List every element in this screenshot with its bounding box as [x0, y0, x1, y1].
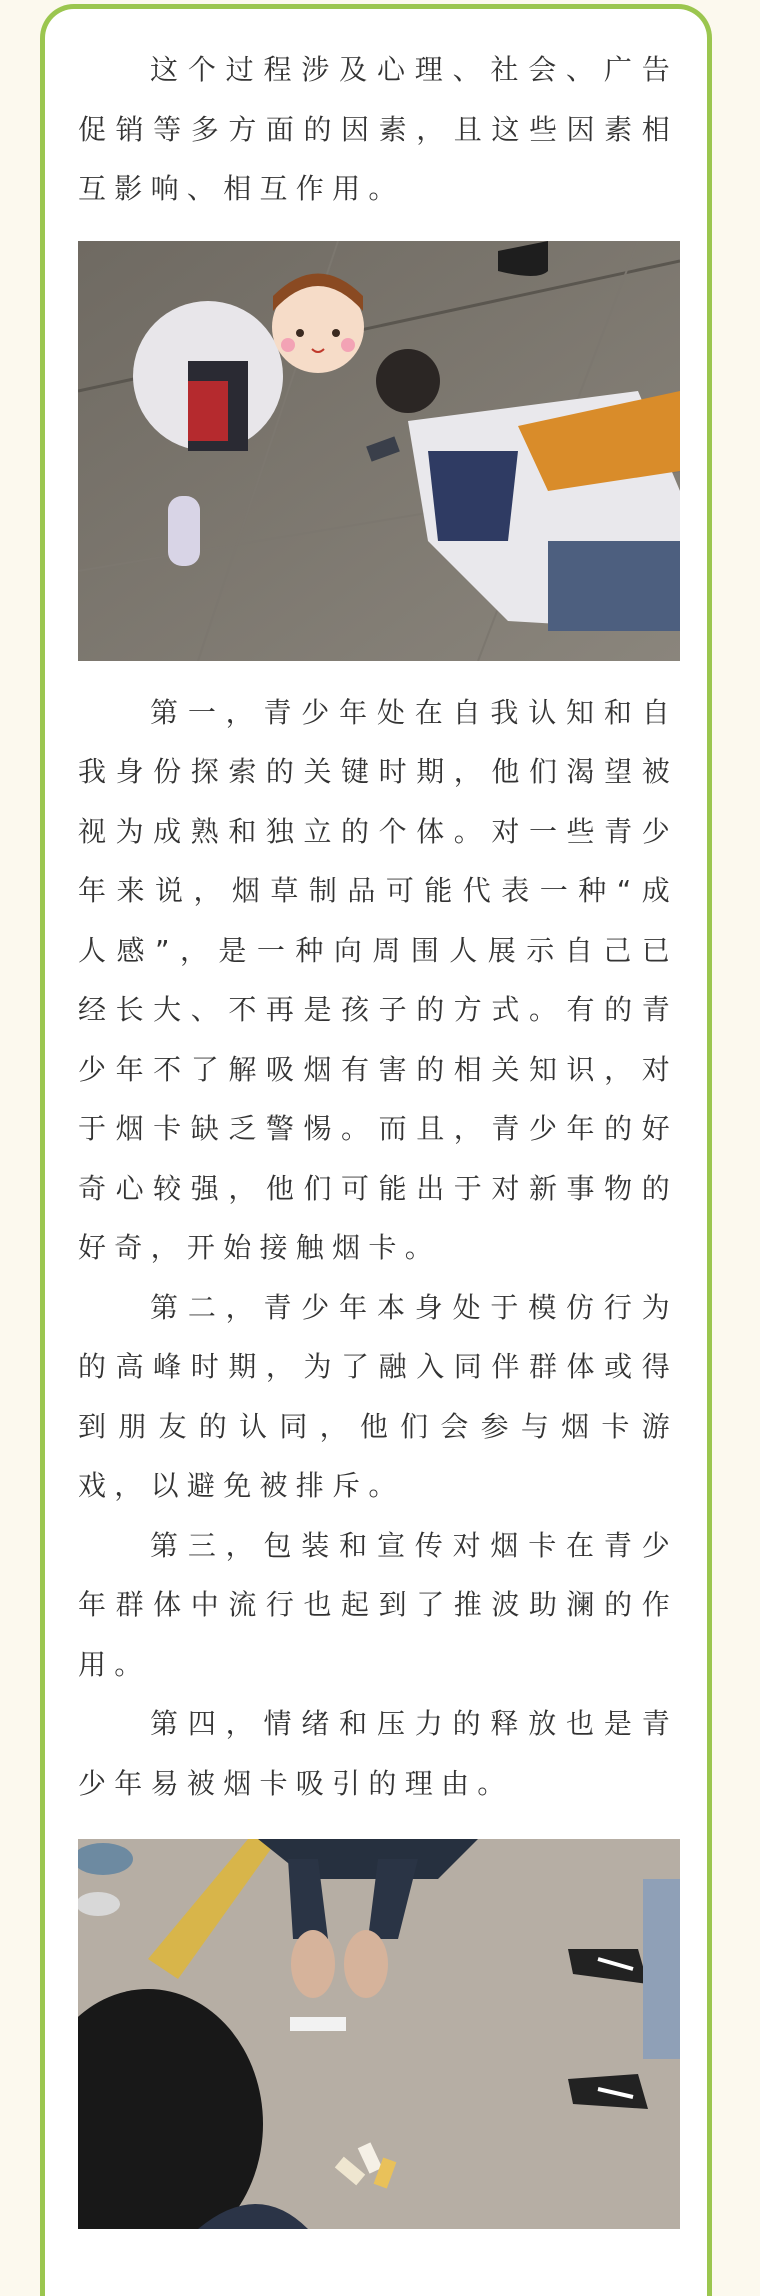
paragraph-fourth-reason: 第四，情绪和压力的释放也是青少年易被烟卡吸引的理由。: [78, 1707, 678, 1800]
paragraph-first-reason: 第一，青少年处在自我认知和自我身份探索的关键时期，他们渴望被视为成熟和独立的个体。对一些青少年来说，烟草制品可能代表一种“成人感”，是一种向周围人展示自己已经长大、不再是孩子的方式。有的青少年不了解吸烟有害的相关知识，对于烟卡缺乏警惕。而且，青少年的好奇心较强，他们可能出于对新事物的好奇，开始接触烟卡。: [78, 695, 678, 1264]
photo-children-playing-cards-2: [78, 1839, 680, 2229]
photo-children-playing-cards-1: [78, 241, 680, 661]
paragraph-second-reason: 第二，青少年本身处于模仿行为的高峰时期，为了融入同伴群体或得到朋友的认同，他们会参与烟卡游戏，以避免被排斥。: [78, 1290, 678, 1502]
paragraph-intro: 这个过程涉及心理、社会、广告促销等多方面的因素，且这些因素相互影响、相互作用。: [78, 53, 678, 205]
article-content: [78, 40, 678, 2229]
paragraph-third-reason: 第三，包装和宣传对烟卡在青少年群体中流行也起到了推波助澜的作用。: [78, 1528, 678, 1681]
